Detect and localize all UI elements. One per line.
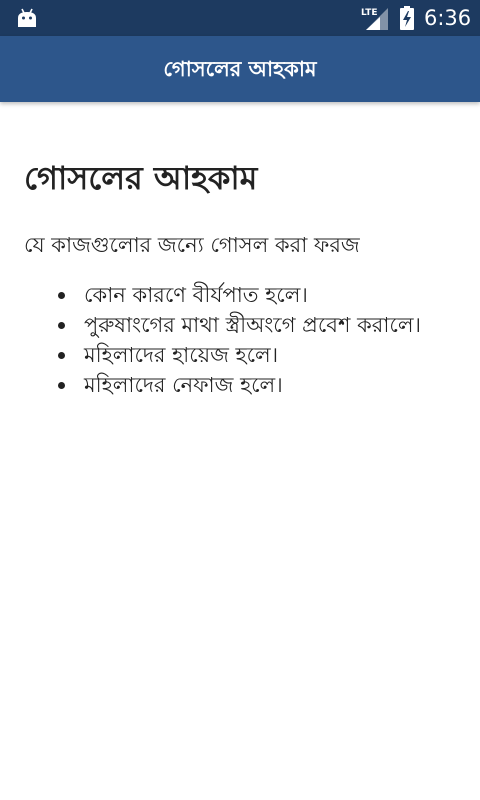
list-item [84, 280, 456, 310]
app-bar [0, 36, 480, 102]
article-intro: যে কাজগুলোর জন্যে গোসল করা ফরজ [24, 233, 360, 257]
bullet-icon [58, 382, 65, 389]
list-item-text: পুরুষাংগের মাথা স্ত্রীঅংগে প্রবেশ করালে। [84, 313, 422, 337]
android-notification-icon [16, 8, 38, 28]
article-heading: গোসলের আহকাম [24, 159, 258, 197]
list-item-text: মহিলাদের নেফাজ হলে। [84, 373, 283, 397]
bullet-icon [58, 322, 65, 329]
list-item-text: মহিলাদের হায়েজ হলে। [84, 343, 279, 367]
list-item-text: কোন কারণে বীর্যপাত হলে। [84, 283, 308, 307]
list-item [84, 370, 456, 400]
obligation-list [24, 280, 456, 400]
list-item [84, 310, 456, 340]
clock: 6:36 [424, 6, 472, 30]
bullet-icon [58, 352, 65, 359]
status-bar [0, 0, 480, 36]
app-bar-title: গোসলের আহকাম [163, 57, 317, 81]
list-item [84, 340, 456, 370]
battery-charging-icon [399, 6, 415, 30]
lte-label: LTE [361, 8, 378, 18]
bullet-icon [58, 292, 65, 299]
article-content [24, 150, 456, 400]
lte-signal-icon [360, 6, 390, 30]
